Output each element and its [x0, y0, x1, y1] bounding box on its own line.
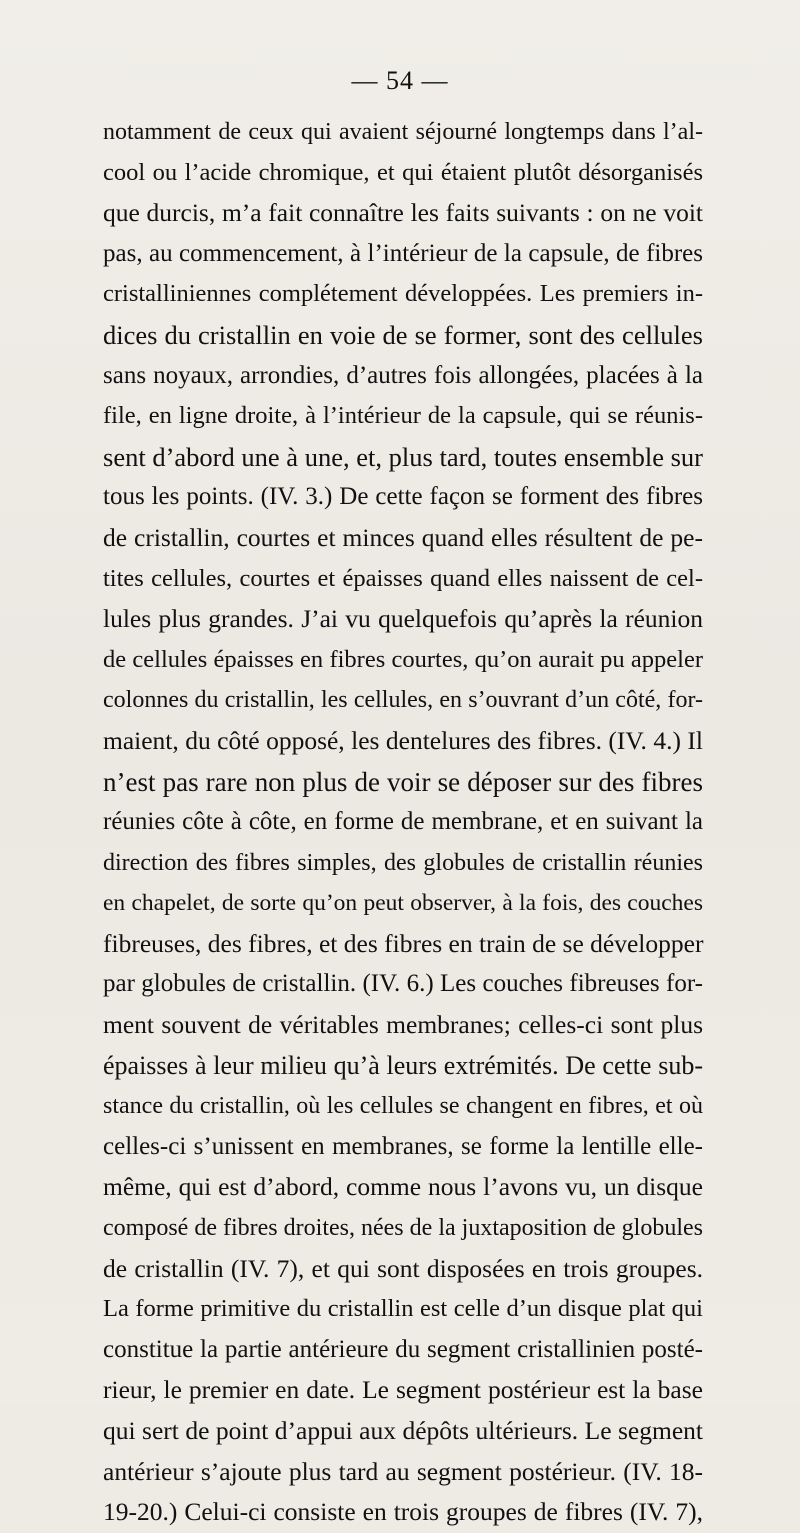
body-text	[103, 112, 703, 1533]
text-line: n’est pas rare non plus de voir se déposer sur des fibres	[103, 766, 703, 797]
text-line: tous les points. (IV. 3.) De cette façon se forment des fibres	[103, 483, 703, 511]
text-line: que durcis, m’a fait connaître les faits suivants : on ne voit	[103, 198, 703, 228]
text-line: en chapelet, de sorte qu’on peut observer, à la fois, des couches	[103, 890, 703, 917]
text-line: qui sert de point d’appui aux dépôts ultérieurs. Le segment	[103, 1416, 703, 1445]
text-line: cristalliniennes complétement développées. Les premiers in-	[103, 280, 703, 308]
text-line: ment souvent de véritables membranes; celles-ci sont plus	[103, 1010, 703, 1040]
text-line: de cellules épaisses en fibres courtes, qu’on aurait pu appeler	[103, 645, 703, 673]
text-line: constitue la partie antérieure du segment cristallinien posté-	[103, 1335, 703, 1363]
text-line: antérieur s’ajoute plus tard au segment postérieur. (IV. 18-	[103, 1456, 703, 1486]
text-line: sans noyaux, arrondies, d’autres fois allongées, placées à la	[103, 361, 703, 389]
page-number: — 54 —	[351, 66, 449, 95]
text-line: rieur, le premier en date. Le segment postérieur est la base	[103, 1375, 703, 1405]
text-line: de cristallin (IV. 7), et qui sont disposées en trois groupes.	[103, 1253, 703, 1283]
text-line: même, qui est d’abord, comme nous l’avons vu, un disque	[103, 1172, 703, 1202]
text-line: fibreuses, des fibres, et des fibres en train de se développer	[103, 928, 704, 958]
text-line: tites cellules, courtes et épaisses quand elles naissent de cel-	[103, 564, 703, 592]
text-line: direction des fibres simples, des globules de cristallin réunies	[103, 849, 703, 876]
text-line: 19-20.) Celui-ci consiste en trois groupes de fibres (IV. 7),	[103, 1497, 703, 1527]
text-line: dices du cristallin en voie de se former, sont des cellules	[103, 319, 703, 350]
text-line: cool ou l’acide chromique, et qui étaient plutôt désorganisés	[103, 158, 703, 186]
text-line: pas, au commencement, à l’intérieur de la capsule, de fibres	[103, 239, 703, 267]
text-line: notamment de ceux qui avaient séjourné longtemps dans l’al-	[103, 119, 703, 145]
text-line: réunies côte à côte, en forme de membrane, et en suivant la	[103, 808, 703, 836]
text-line: colonnes du cristallin, les cellules, en s’ouvrant d’un côté, for-	[103, 687, 703, 714]
text-line: par globules de cristallin. (IV. 6.) Les couches fibreuses for-	[103, 970, 703, 998]
text-line: maient, du côté opposé, les dentelures des fibres. (IV. 4.) Il	[103, 725, 703, 755]
text-line: composé de fibres droites, nées de la juxtaposition de globules	[103, 1215, 703, 1242]
text-line: file, en ligne droite, à l’intérieur de la capsule, qui se réunis-	[103, 402, 703, 430]
text-line: stance du cristallin, où les cellules se changent en fibres, et où	[103, 1093, 703, 1120]
text-line: La forme primitive du cristallin est celle d’un disque plat qui	[103, 1295, 703, 1323]
text-line: sent d’abord une à une, et, plus tard, toutes ensemble sur	[103, 441, 703, 472]
text-line: de cristallin, courtes et minces quand elles résultent de pe-	[103, 522, 703, 552]
text-line: épaisses à leur milieu qu’à leurs extrémités. De cette sub-	[103, 1050, 703, 1080]
text-line: lules plus grandes. J’ai vu quelquefois qu’après la réunion	[103, 604, 703, 634]
text-line: celles-ci s’unissent en membranes, se forme la lentille elle-	[103, 1132, 703, 1160]
